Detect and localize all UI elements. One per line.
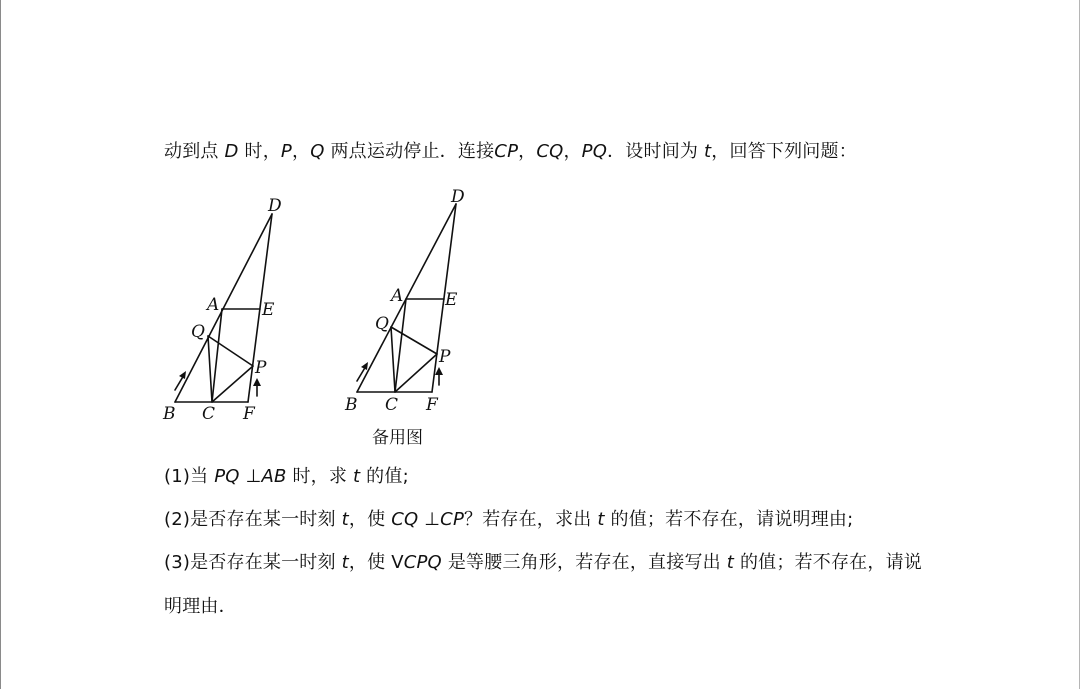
label-E: E	[262, 300, 275, 320]
variable: t	[341, 509, 349, 530]
text-segment: 两点运动停止．连接	[324, 141, 495, 162]
text-segment: 的值；若不存在，请说明理由;	[604, 509, 854, 530]
text-segment: ，	[518, 141, 537, 162]
label-B: B	[163, 404, 176, 424]
label-C: C	[385, 395, 399, 415]
text-segment: ，使	[348, 509, 392, 530]
arrow-right-head	[435, 367, 443, 375]
segment-AC	[395, 299, 406, 392]
text-segment: ，回答下列问题：	[711, 141, 857, 162]
variable: CP	[440, 509, 464, 530]
segment-QC	[391, 327, 395, 392]
question-2	[164, 508, 853, 532]
label-Q: Q	[191, 322, 205, 342]
variable: t	[597, 509, 605, 530]
label-P: P	[439, 347, 451, 367]
variable: PQ	[214, 466, 240, 487]
variable: CPQ	[403, 552, 442, 573]
text-segment: 是等腰三角形，若存在，直接写出	[441, 552, 727, 573]
text-segment: 的值;	[360, 466, 409, 487]
question-3	[164, 551, 922, 575]
variable: CP	[494, 141, 519, 162]
text-segment: ，	[291, 141, 311, 162]
label-A: A	[207, 295, 220, 315]
text-segment: (1)当	[164, 466, 215, 487]
text-segment: (3)是否存在某一时刻	[164, 552, 342, 573]
label-F: F	[243, 404, 255, 424]
variable: AB	[261, 466, 287, 487]
label-B: B	[345, 395, 358, 415]
label-E: E	[445, 290, 458, 310]
variable: CQ	[536, 141, 564, 162]
question-3-continued: 明理由．	[164, 596, 237, 617]
label-P: P	[255, 358, 267, 378]
text-segment: ⊥	[418, 509, 441, 530]
segment-QP	[391, 327, 437, 354]
text-segment: ？若存在，求出	[464, 509, 598, 530]
question-1	[164, 465, 409, 489]
label-C: C	[202, 404, 216, 424]
text-segment: 的值；若不存在，请说	[734, 552, 922, 573]
text-segment: ．设时间为	[607, 141, 705, 162]
label-F: F	[426, 395, 438, 415]
label-D: D	[451, 187, 465, 207]
variable: Q	[310, 141, 325, 162]
text-segment: 动到点	[164, 141, 225, 162]
variable: t	[341, 552, 349, 573]
label-D: D	[268, 196, 282, 216]
variable: t	[726, 552, 735, 573]
text-segment: 时，求	[286, 466, 353, 487]
text-segment: ，使 V	[348, 552, 404, 573]
label-A: A	[391, 286, 404, 306]
text-segment: (2)是否存在某一时刻	[164, 509, 342, 530]
variable: t	[704, 141, 712, 162]
label-Q: Q	[375, 314, 389, 334]
variable: D	[224, 141, 239, 162]
text-segment: ，	[563, 141, 582, 162]
text-segment: ⊥	[239, 466, 262, 487]
figure-caption: 备用图	[372, 428, 423, 448]
variable: PQ	[581, 141, 608, 162]
text-segment: 时，	[238, 141, 281, 162]
variable: CQ	[391, 509, 419, 530]
variable: P	[280, 141, 292, 162]
segment-CP	[395, 354, 437, 392]
variable: t	[352, 466, 361, 487]
